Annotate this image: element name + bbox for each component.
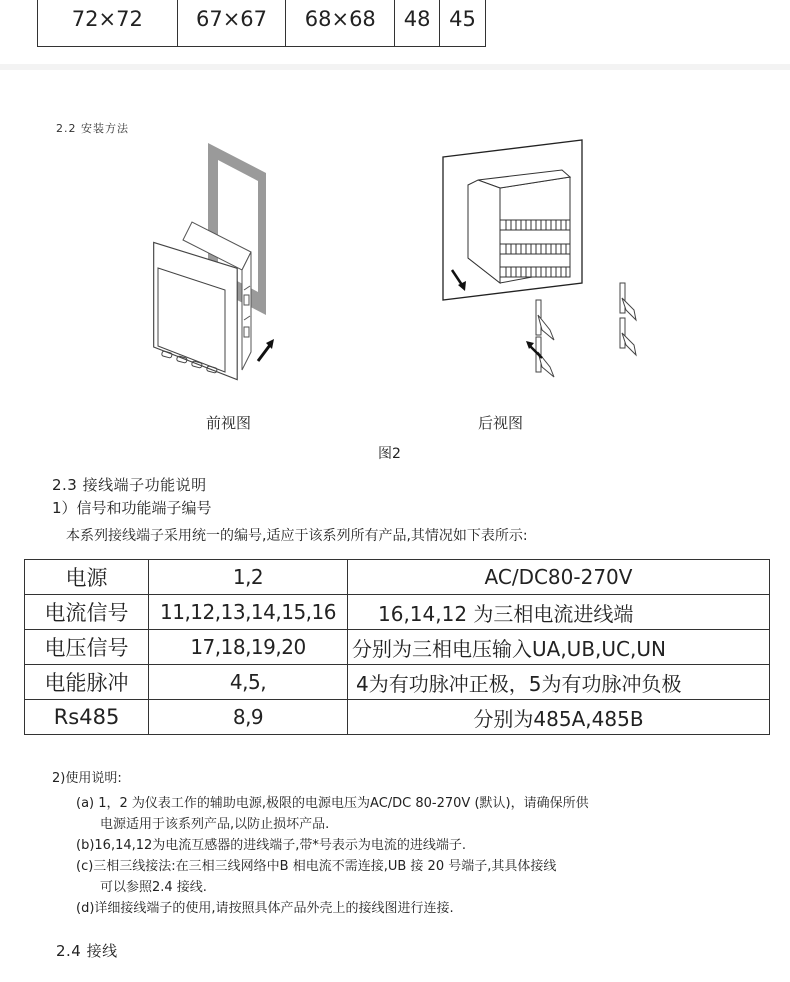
usage-item-d: (d)详细接线端子的使用,请按照具体产品外壳上的接线图进行连接.: [76, 901, 454, 916]
usage-item-b: (b)16,14,12为电流互感器的进线端子,带*号表示为电流的进线端子.: [76, 838, 467, 853]
page-separator: [0, 64, 790, 70]
table-row: [25, 630, 770, 665]
usage-item-c: (c)三相三线接法:在三相三线网络中B 相电流不需连接,UB 接 20 号端子,其具体接线: [76, 859, 557, 874]
function-cell: 电源: [25, 560, 149, 595]
table-row: [25, 595, 770, 630]
back-view-caption: 后视图: [478, 414, 524, 432]
description-cell: AC/DC80-270V: [348, 560, 770, 595]
terminals-cell: 11,12,13,14,15,16: [149, 595, 348, 630]
usage-item-c-continued: 可以参照2.4 接线.: [100, 880, 207, 895]
terminals-cell: 4,5,: [149, 665, 348, 700]
front-view-caption: 前视图: [206, 414, 252, 432]
terminals-cell: 17,18,19,20: [149, 630, 348, 665]
function-cell: Rs485: [25, 700, 149, 735]
dim-cell: 45: [440, 0, 486, 47]
table-row: [25, 560, 770, 595]
usage-item-a-continued: 电源适用于该系列产品,以防止损坏产品.: [100, 817, 330, 832]
table-row: [25, 665, 770, 700]
terminals-cell: 8,9: [149, 700, 348, 735]
function-cell: 电流信号: [25, 595, 149, 630]
table-row: [25, 700, 770, 735]
usage-title: 2)使用说明:: [52, 771, 122, 786]
description-cell: 分别为485A,485B: [348, 700, 770, 735]
function-cell: 电压信号: [25, 630, 149, 665]
dimension-table: [37, 0, 486, 47]
subheading-signal-terminals: 1）信号和功能端子编号: [52, 499, 212, 517]
dim-cell: 67×67: [177, 0, 286, 47]
terminal-function-table: [24, 559, 770, 735]
back-view-illustration: [430, 140, 660, 400]
section-heading-2-2: 2.2 安装方法: [56, 122, 129, 135]
table-row: [38, 0, 486, 47]
section-heading-2-3: 2.3 接线端子功能说明: [52, 476, 207, 494]
front-view-illustration: [140, 140, 320, 390]
figure-label: 图2: [378, 446, 401, 462]
intro-paragraph: 本系列接线端子采用统一的编号,适应于该系列所有产品,其情况如下表所示:: [66, 528, 528, 544]
dim-cell: 48: [395, 0, 440, 47]
terminals-cell: 1,2: [149, 560, 348, 595]
description-cell: 4为有功脉冲正极，5为有功脉冲负极: [348, 665, 770, 700]
description-cell: 分别为三相电压输入UA,UB,UC,UN: [348, 630, 770, 665]
dim-cell: 68×68: [286, 0, 395, 47]
usage-item-a: (a) 1，2 为仪表工作的辅助电源,极限的电源电压为AC/DC 80-270V (默认)，请确保所供: [76, 796, 589, 811]
description-cell: 16,14,12 为三相电流进线端: [348, 595, 770, 630]
function-cell: 电能脉冲: [25, 665, 149, 700]
section-heading-2-4: 2.4 接线: [56, 942, 118, 960]
dim-cell: 72×72: [38, 0, 178, 47]
